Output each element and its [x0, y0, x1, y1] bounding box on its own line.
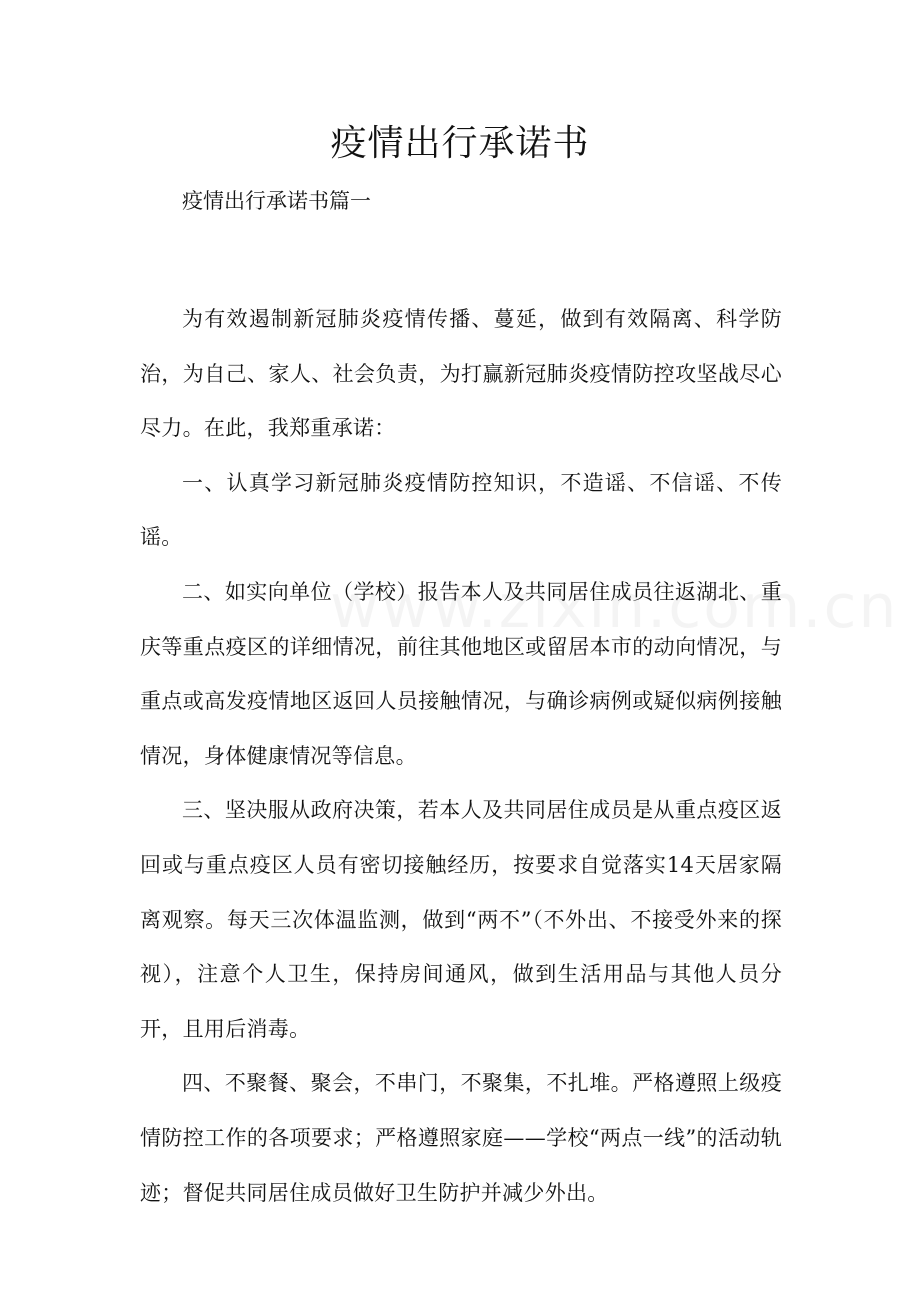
paragraph-item-2: 二、如实向单位（学校）报告本人及共同居住成员往返湖北、重庆等重点疫区的详细情况，前往其他地区或留居本市的动向情况，与重点或高发疫情地区返回人员接触情况，与确诊病例或疑似病例接触情况，身体健康情况等信息。: [140, 579, 782, 768]
paragraph-intro: 为有效遏制新冠肺炎疫情传播、蔓延，做到有效隔离、科学防治，为自己、家人、社会负责，为打赢新冠肺炎疫情防控攻坚战尽心尽力。在此，我郑重承诺：: [140, 307, 782, 441]
document-body: [140, 292, 782, 1220]
document-title: 疫情出行承诺书: [330, 123, 590, 164]
document-subtitle: 疫情出行承诺书篇一: [182, 189, 371, 213]
paragraph-item-4: 四、不聚餐、聚会，不串门，不聚集，不扎堆。严格遵照上级疫情防控工作的各项要求；严格遵照家庭——学校“两点一线”的活动轨迹；督促共同居住成员做好卫生防护并减少外出。: [140, 1071, 782, 1205]
paragraph-item-1: 一、认真学习新冠肺炎疫情防控知识，不造谣、不信谣、不传谣。: [140, 470, 782, 550]
paragraph-item-3: 三、坚决服从政府决策，若本人及共同居住成员是从重点疫区返回或与重点疫区人员有密切接触经历，按要求自觉落实14天居家隔离观察。每天三次体温监测，做到“两不”（不外出、不接受外来的探视），注意个人卫生，保持房间通风，做到生活用品与其他人员分开，且用后消毒。: [140, 798, 782, 1041]
